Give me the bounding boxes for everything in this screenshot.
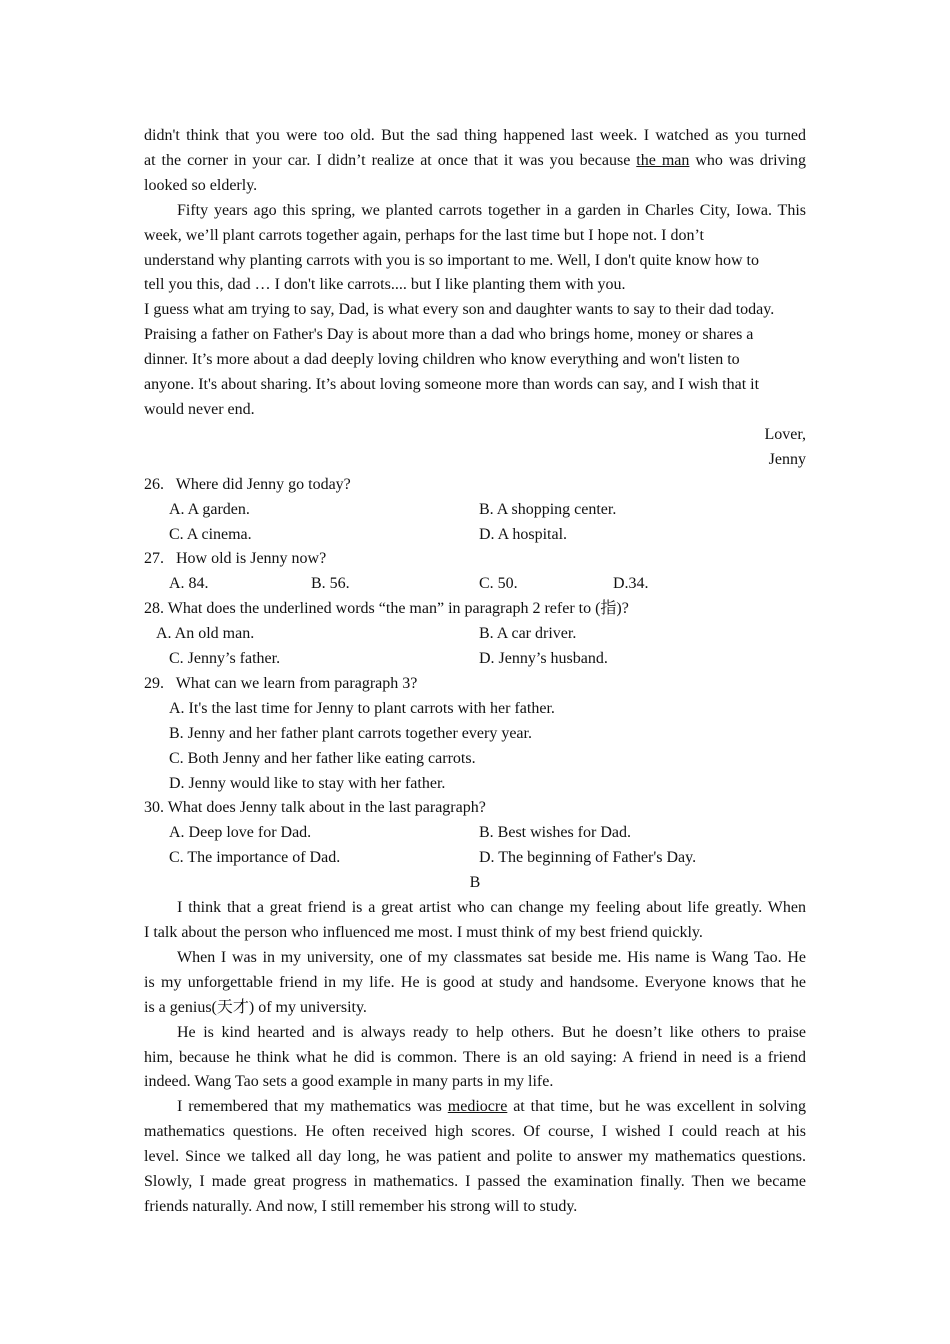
- text-line: Fifty years ago this spring, we planted carrots together in a garden in Charles City, Iowa. This: [177, 201, 806, 219]
- option-c: C. Both Jenny and her father like eating carrots.: [169, 749, 476, 767]
- text-line: is my unforgettable friend in my life. He is good at study and handsome. Everyone knows that he: [144, 973, 806, 991]
- text-line: He is kind hearted and is always ready to help others. But he doesn’t like others to praise: [177, 1023, 806, 1041]
- question-stem: 29. What can we learn from paragraph 3?: [144, 674, 418, 692]
- text-line: understand why planting carrots with you is so important to me. Well, I don't quite know how to: [144, 251, 759, 269]
- text-line: mathematics questions. He often received high scores. Of course, I wished I could reach at his: [144, 1123, 806, 1141]
- passage-b-heading: B: [469, 874, 481, 892]
- text-line: indeed. Wang Tao sets a good example in many parts in my life.: [144, 1073, 554, 1091]
- question-29: [144, 672, 806, 797]
- text-line: When I was in my university, one of my classmates sat beside me. His name is Wang Tao. He: [177, 948, 806, 966]
- passage-b-paragraph-4: [144, 1095, 806, 1220]
- question-stem: 30. What does Jenny talk about in the last paragraph?: [144, 799, 486, 817]
- option-b: B. Jenny and her father plant carrots together every year.: [169, 724, 532, 742]
- passage-a-paragraph-3: [144, 298, 806, 423]
- option-b: B. A shopping center.: [479, 500, 617, 518]
- text-line: Slowly, I made great progress in mathematics. I passed the examination finally. Then we became: [144, 1173, 806, 1191]
- text-line: friends naturally. And now, I still remember his strong will to study.: [144, 1197, 578, 1215]
- text-line: at the corner in your car. I didn’t realize at once that it was you because the man who was driving: [144, 151, 807, 169]
- text-line: anyone. It's about sharing. It’s about loving someone more than words can say, and I wish that it: [144, 376, 760, 394]
- option-d: D.34.: [613, 575, 649, 593]
- underlined-the-man: the man: [636, 151, 690, 169]
- option-c: C. The importance of Dad.: [169, 849, 341, 867]
- option-c: C. A cinema.: [169, 525, 252, 543]
- question-26: [144, 473, 806, 548]
- option-d: D. Jenny’s husband.: [479, 650, 608, 668]
- text-line: is a genius(天才) of my university.: [144, 998, 367, 1016]
- option-a: A. 84.: [169, 575, 209, 593]
- option-d: D. A hospital.: [479, 525, 568, 543]
- text-line: Praising a father on Father's Day is about more than a dad who brings home, money or shares a: [144, 326, 754, 344]
- option-b: B. Best wishes for Dad.: [479, 824, 631, 842]
- text-line: I remembered that my mathematics was mediocre at that time, but he was excellent in solving: [177, 1098, 806, 1116]
- text-line: didn't think that you were too old. But the sad thing happened last week. I watched as you turned: [144, 127, 806, 144]
- question-stem: 27. How old is Jenny now?: [144, 550, 327, 568]
- underlined-mediocre: mediocre: [447, 1098, 508, 1116]
- option-a: A. An old man.: [156, 625, 255, 643]
- passage-b-paragraph-2: [144, 946, 806, 1021]
- text-line: week, we’ll plant carrots together again, perhaps for the last time but I hope not. I don’t: [144, 226, 704, 244]
- question-stem: 28. What does the underlined words “the man” in paragraph 2 refer to (指)?: [144, 600, 629, 618]
- text-line: level. Since we talked all day long, he was patient and polite to answer my mathematics questions.: [144, 1148, 806, 1166]
- question-30: [144, 796, 806, 871]
- text-line: I guess what am trying to say, Dad, is what every son and daughter wants to say to their dad today.: [144, 301, 775, 319]
- question-stem: 26. Where did Jenny go today?: [144, 475, 351, 493]
- option-a: A. Deep love for Dad.: [169, 824, 312, 842]
- option-d: D. The beginning of Father's Day.: [479, 849, 697, 867]
- option-a: A. It's the last time for Jenny to plant carrots with her father.: [169, 699, 555, 717]
- option-b: B. A car driver.: [479, 625, 577, 643]
- option-c: C. Jenny’s father.: [169, 650, 281, 668]
- letter-closing: Lover,: [764, 425, 806, 443]
- passage-a-paragraph-1: [144, 124, 806, 199]
- option-b: B. 56.: [311, 575, 350, 593]
- document-page: [144, 124, 806, 1220]
- question-28: [144, 597, 806, 672]
- passage-a-paragraph-2: [144, 199, 806, 299]
- text-line: dinner. It’s more about a dad deeply loving children who know everything and won't listen to: [144, 351, 740, 369]
- option-d: D. Jenny would like to stay with her father.: [169, 774, 446, 792]
- text-line: I think that a great friend is a great artist who can change my feeling about life greatly. When: [177, 899, 806, 917]
- text-line: him, because he think what he did is common. There is an old saying: A friend in need is a friend: [144, 1048, 806, 1066]
- question-27: [144, 547, 806, 597]
- text-line: would never end.: [144, 400, 255, 418]
- letter-signature: Jenny: [768, 450, 806, 468]
- passage-b-paragraph-1: [144, 896, 806, 946]
- text-line: I talk about the person who influenced me most. I must think of my best friend quickly.: [144, 924, 703, 941]
- passage-b-paragraph-3: [144, 1021, 806, 1096]
- option-a: A. A garden.: [169, 500, 250, 518]
- option-c: C. 50.: [479, 575, 518, 593]
- text-line: looked so elderly.: [144, 176, 258, 194]
- text-line: tell you this, dad … I don't like carrots.... but I like planting them with you.: [144, 276, 626, 294]
